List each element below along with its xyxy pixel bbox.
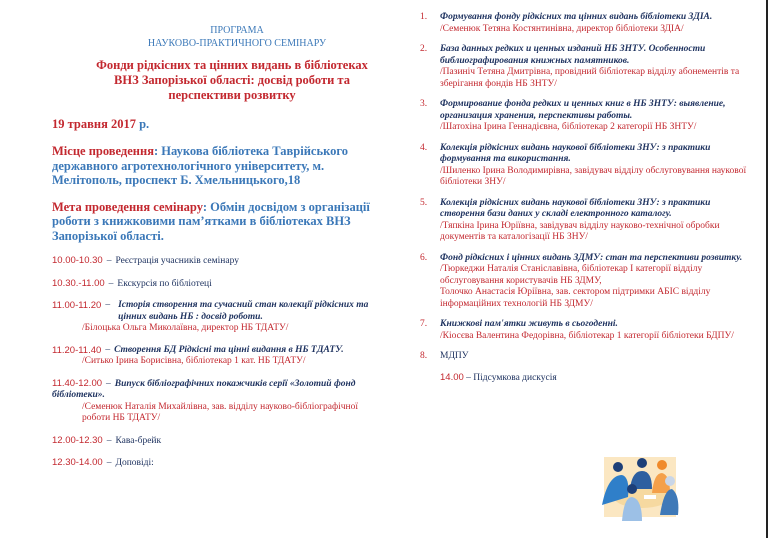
- schedule-time: 10.00-10.30: [52, 255, 103, 266]
- schedule: [52, 255, 382, 470]
- seminar-goal: [52, 200, 382, 244]
- talk-title: Формирование фонда редких и ценных книг в НБ ЗНТУ: выявление, организация хранения, перспективы работы.: [440, 99, 726, 121]
- talk-item: [420, 99, 750, 134]
- schedule-text: Випуск бібліографічних покажчиків серії «Золотий фонд бібліотеки».: [52, 378, 356, 400]
- talk-speaker: /Тюркеджи Наталія Станіславівна, бібліотекар І категорії відділу обслуговування користувачів НБ ЗДМУ,: [440, 264, 703, 286]
- talk-title: Книжкові пам'ятки живуть в сьогоденні.: [440, 319, 618, 329]
- schedule-item: [52, 345, 382, 368]
- schedule-time: 12.00-12.30: [52, 434, 103, 446]
- talk-title: МДПУ: [440, 351, 469, 361]
- talk-title: Колекція рідкісних видань наукової бібліотеки ЗНУ: з практики створення бази даних у складі електронного каталогу.: [440, 197, 711, 219]
- illus-person-head: [665, 476, 675, 486]
- talk-number: 7.: [420, 319, 428, 329]
- seminar-date: [52, 117, 382, 132]
- talk-number: 1.: [420, 12, 428, 22]
- dash: –: [106, 435, 112, 446]
- illus-person-head: [637, 458, 647, 468]
- header-line-2: НАУКОВО-ПРАКТИЧНОГО СЕМІНАРУ: [147, 38, 327, 49]
- illus-person-head: [627, 484, 637, 494]
- schedule-item: [52, 278, 382, 291]
- schedule-text: Кава-брейк: [115, 435, 162, 446]
- schedule-item: [52, 255, 382, 268]
- talk-number: 3.: [420, 99, 428, 109]
- schedule-text: Реєстрація учасників семінару: [115, 256, 239, 266]
- schedule-text: Створення БД Рідкісні та цінні видання в НБ ТДАТУ.: [114, 344, 344, 355]
- schedule-text: Історія створення та сучасний стан колекції рідкісних та цінних видань НБ : досвід роботи.: [118, 300, 369, 322]
- date-value: 19 травня 2017: [52, 117, 136, 131]
- title-line-1: Фонди рідкісних та цінних видань в бібліотеках: [96, 58, 368, 72]
- talk-speaker-2: Толочко Анастасія Юріївна, зав. сектором підтримки АБІС відділу інформаційних технологій НБ ЗДМУ/: [440, 287, 711, 309]
- talk-speaker: /Кіосєва Валентина Федорівна, бібліотекар 1 категорії бібліотеки БДПУ/: [440, 330, 734, 341]
- talk-speaker: /Шатохіна Ірина Геннадієвна, бібліотекар 2 категорії НБ ЗНТУ/: [440, 122, 697, 132]
- schedule-time: 11.40-12.00: [52, 377, 103, 389]
- dash: –: [106, 378, 111, 389]
- talk-number: 4.: [420, 142, 428, 153]
- venue-label: Місце проведення: [52, 144, 154, 158]
- dash: –: [106, 256, 112, 266]
- left-column: [52, 24, 382, 480]
- dash: –: [105, 300, 111, 310]
- dash: –: [466, 372, 471, 383]
- date-suffix: р.: [135, 117, 150, 131]
- goal-colon: :: [202, 199, 211, 214]
- closing-item: [420, 372, 750, 383]
- talk-speaker: /Шиленко Ірина Володимирівна, завідувач відділу обслуговування наукової бібліотеки ЗНУ/: [440, 165, 747, 187]
- dash: –: [105, 344, 111, 355]
- illus-paper: [644, 495, 656, 499]
- schedule-time: 11.20-11.40: [52, 344, 102, 356]
- program-header: [92, 24, 382, 50]
- talk-title: База данных редких и ценных изданий НБ ЗНТУ. Особенности библиографирования книжных памятников.: [440, 44, 706, 66]
- talk-title: Фонд рідкісних і цінних видань ЗДМУ: стан та перспективи розвитку.: [440, 252, 743, 263]
- schedule-time: 12.30-14.00: [52, 457, 103, 468]
- talk-title: Формування фонду рідкісних та цінних видань бібліотеки ЗДІА.: [440, 12, 713, 22]
- venue: [52, 144, 382, 188]
- schedule-item: [52, 457, 382, 470]
- dash: –: [106, 458, 112, 468]
- talk-speaker: /Пазиніч Тетяна Дмитрівна, провідний бібліотекар відділу абонементів та зберігання фондів НБ ЗНТУ/: [440, 67, 740, 89]
- schedule-item: [52, 300, 382, 335]
- talk-item: [420, 12, 750, 35]
- talk-item: [420, 143, 750, 189]
- schedule-text: Доповіді:: [115, 458, 154, 468]
- dash: –: [108, 278, 114, 289]
- closing-text: Підсумкова дискусія: [473, 372, 557, 383]
- talk-number: 2.: [420, 44, 428, 54]
- talk-title: Колекція рідкісних видань наукової бібліотеки ЗНУ: з практики формування та використання.: [440, 142, 711, 164]
- goal-label: Мета проведення семінару: [52, 199, 203, 214]
- venue-colon: :: [153, 144, 162, 158]
- title-line-2: ВНЗ Запорізької області: досвід роботи та: [114, 73, 350, 87]
- seminar-title: [82, 58, 382, 103]
- talk-number: 6.: [420, 252, 428, 263]
- schedule-time: 10.30.-11.00: [52, 277, 105, 289]
- illus-person-head: [613, 462, 623, 472]
- talk-speaker: /Семенюк Тетяна Костянтинівна, директор бібліотеки ЗДІА/: [440, 23, 684, 34]
- talk-item: [420, 198, 750, 244]
- talk-item: [420, 44, 750, 90]
- talk-item: [420, 319, 750, 342]
- talk-item: [420, 253, 750, 311]
- schedule-time: 11.00-11.20: [52, 300, 102, 311]
- schedule-text: Екскурсія по бібліотеці: [117, 278, 212, 289]
- venue-value: Наукова бібліотека Таврійського державного агротехнологічного університету, м. Мелітополь, проспект Б. Хмельницького,18: [52, 144, 348, 187]
- speaker: /Семенюк Наталія Михайлівна, зав. відділу науково-бібліографічної роботи НБ ТДАТУ/: [82, 401, 359, 423]
- header-line-1: ПРОГРАМА: [210, 25, 264, 36]
- meeting-illustration-icon: [598, 455, 680, 523]
- talk-speaker: /Тяпкіна Ірина Юріївна, завідувач відділу науково-технічної обробки документів та каталогізації НБ ЗНУ/: [440, 220, 720, 242]
- goal-value: Обмін досвідом з організації роботи з книжковими пам’ятками в бібліотеках ВНЗ Запорізької області.: [52, 199, 370, 243]
- schedule-item: [52, 378, 382, 425]
- illus-person-head: [657, 460, 667, 470]
- speaker: /Білоцька Ольга Миколаївна, директор НБ ТДАТУ/: [82, 323, 289, 333]
- talk-number: 5.: [420, 197, 428, 208]
- right-column: [420, 12, 750, 383]
- speaker: /Ситько Ірина Борисівна, бібліотекар 1 кат. НБ ТДАТУ/: [82, 356, 306, 366]
- schedule-item: [52, 435, 382, 448]
- closing-time: 14.00: [440, 371, 464, 383]
- talk-item: [420, 351, 750, 363]
- title-line-3: перспективи розвитку: [168, 88, 296, 102]
- talk-number: 8.: [420, 351, 428, 361]
